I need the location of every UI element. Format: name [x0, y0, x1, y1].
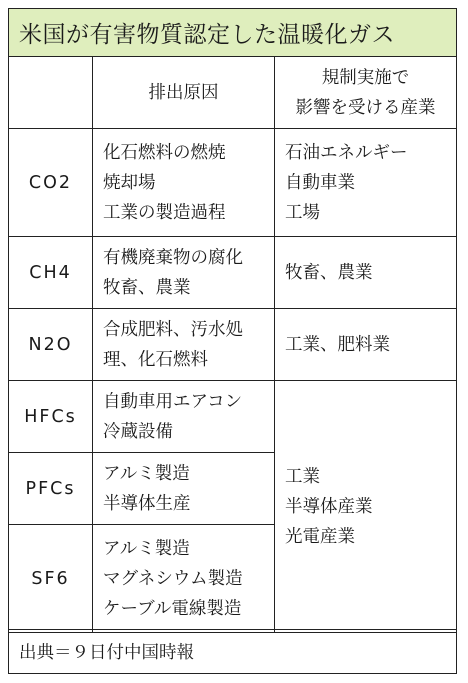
industry-line: 半導体産業: [285, 496, 373, 517]
cause-line: アルミ製造: [103, 538, 190, 559]
cause-cell: [93, 453, 275, 525]
industry-cell: [275, 129, 457, 237]
header-cell-industries: [275, 57, 457, 129]
industry-cell: [275, 309, 457, 381]
cause-cell: [93, 237, 275, 309]
cause-line: 焼却場: [103, 172, 156, 193]
industry-line: 工場: [285, 202, 320, 223]
header-line: 影響を受ける産業: [295, 97, 436, 118]
cause-cell: [93, 309, 275, 381]
industry-line: 牧畜、農業: [285, 262, 373, 283]
table-header-row: [9, 57, 457, 129]
cause-line: 有機廃棄物の腐化: [103, 247, 243, 268]
cause-line: 牧畜、農業: [103, 277, 191, 298]
header-line: 規制実施で: [321, 67, 410, 88]
cause-line: 化石燃料の燃焼: [103, 142, 226, 163]
shared-industry-cell: [275, 381, 457, 633]
industry-line: 石油エネルギー: [285, 142, 408, 163]
cause-line: 半導体生産: [103, 493, 191, 514]
industry-line: 光電産業: [285, 526, 355, 547]
table-row: [9, 381, 457, 453]
industry-line: 工業、肥料業: [285, 334, 390, 355]
gas-name: N2O: [9, 309, 93, 381]
header-cell-causes: 排出原因: [93, 57, 275, 129]
gas-name: SF6: [9, 525, 93, 633]
cause-line: 理、化石燃料: [103, 349, 208, 370]
cause-line: 工業の製造過程: [103, 202, 226, 223]
cause-cell: [93, 129, 275, 237]
gas-name: HFCs: [9, 381, 93, 453]
industry-line: 自動車業: [285, 172, 355, 193]
cause-line: 冷蔵設備: [103, 421, 173, 442]
cause-line: ケーブル電線製造: [103, 598, 242, 619]
cause-line: 合成肥料、汚水処: [103, 319, 243, 340]
gas-name: PFCs: [9, 453, 93, 525]
cause-line: 自動車用エアコン: [103, 391, 243, 412]
industry-line: 工業: [285, 466, 320, 487]
page-title: 米国が有害物質認定した温暖化ガス: [8, 8, 457, 57]
gas-table: [8, 56, 457, 633]
header-cell-gas: [9, 57, 93, 129]
table-row: [9, 309, 457, 381]
cause-line: アルミ製造: [103, 463, 190, 484]
gas-name: CH4: [9, 237, 93, 309]
cause-cell: [93, 381, 275, 453]
industry-cell: [275, 237, 457, 309]
gas-name: CO2: [9, 129, 93, 237]
cause-cell: [93, 525, 275, 633]
table-row: [9, 129, 457, 237]
source-note: 出典＝９日付中国時報: [8, 629, 457, 674]
cause-line: マグネシウム製造: [103, 568, 243, 589]
table-row: [9, 237, 457, 309]
